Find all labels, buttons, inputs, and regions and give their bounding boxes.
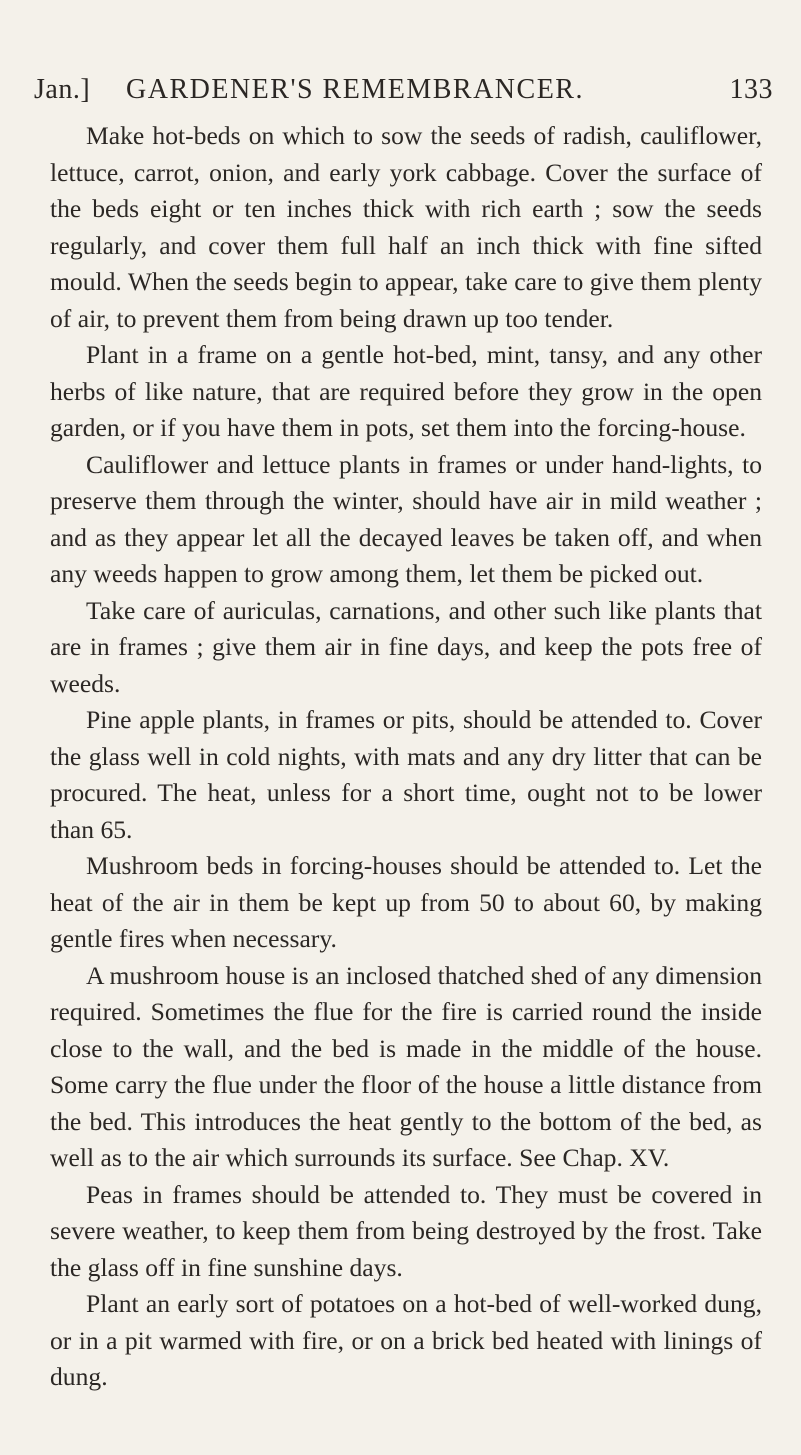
paragraph-cauliflower-lettuce: Cauliflower and lettuce plants in frames or under hand-lights, to preserve them through the winter, should have air in mild weather ; and as they appear let all the decayed leaves be taken off, and when any weeds happen to grow among them, let them be picked out. [50, 449, 762, 588]
paragraph-potatoes: Plant an early sort of potatoes on a hot-bed of well-worked dung, or in a pit warmed with fire, or on a brick bed heated with linings of dung. [50, 1289, 762, 1391]
header-month: Jan.] [34, 74, 91, 105]
paragraph-auriculas: Take care of auriculas, carnations, and other such like plants that are in frames ; give them air in fine days, and keep the pots free of weeds. [50, 595, 762, 698]
header-title: GARDENER'S REMEMBRANCER. [126, 74, 584, 105]
page-number: 133 [729, 74, 773, 105]
paragraph-hot-beds: Make hot-beds on which to sow the seeds of radish, cauliflower, lettuce, carrot, onion, and early york cabbage. Cover the surface of the beds eight or ten inches thick with rich earth ; sow the seeds regularly, and cover them full half an inch thick with fine sifted mould. When the seeds begin to appear, take care to give them plenty of air, to prevent them from being drawn up too tender. [50, 121, 762, 333]
running-header [34, 74, 773, 114]
paragraph-peas: Peas in frames should be attended to. They must be covered in severe weather, to keep them from being destroyed by the frost. Take the glass off in fine sunshine days. [50, 1179, 762, 1282]
paragraph-herbs: Plant in a frame on a gentle hot-bed, mint, tansy, and any other herbs of like nature, that are required before they grow in the open garden, or if you have them in pots, set them into the forcing-house. [50, 340, 762, 442]
paragraph-pine-apple: Pine apple plants, in frames or pits, should be attended to. Cover the glass well in cold nights, with mats and any dry litter that can be procured. The heat, unless for a short time, ought not to be lower than 65. [50, 705, 762, 844]
body-text [50, 118, 762, 1396]
paragraph-mushroom-house: A mushroom house is an inclosed thatched shed of any dimension required. Sometimes the flue for the fire is carried round the inside close to the wall, and the bed is made in the middle of the house. Some carry the flue under the floor of the house a little distance from the bed. This introduces the heat gently to the bottom of the bed, as well as to the air which surrounds its surface. See Chap. XV. [50, 960, 762, 1172]
paragraph-mushroom-beds: Mushroom beds in forcing-houses should be attended to. Let the heat of the air in them be kept up from 50 to about 60, by making gentle fires when necessary. [50, 851, 762, 953]
